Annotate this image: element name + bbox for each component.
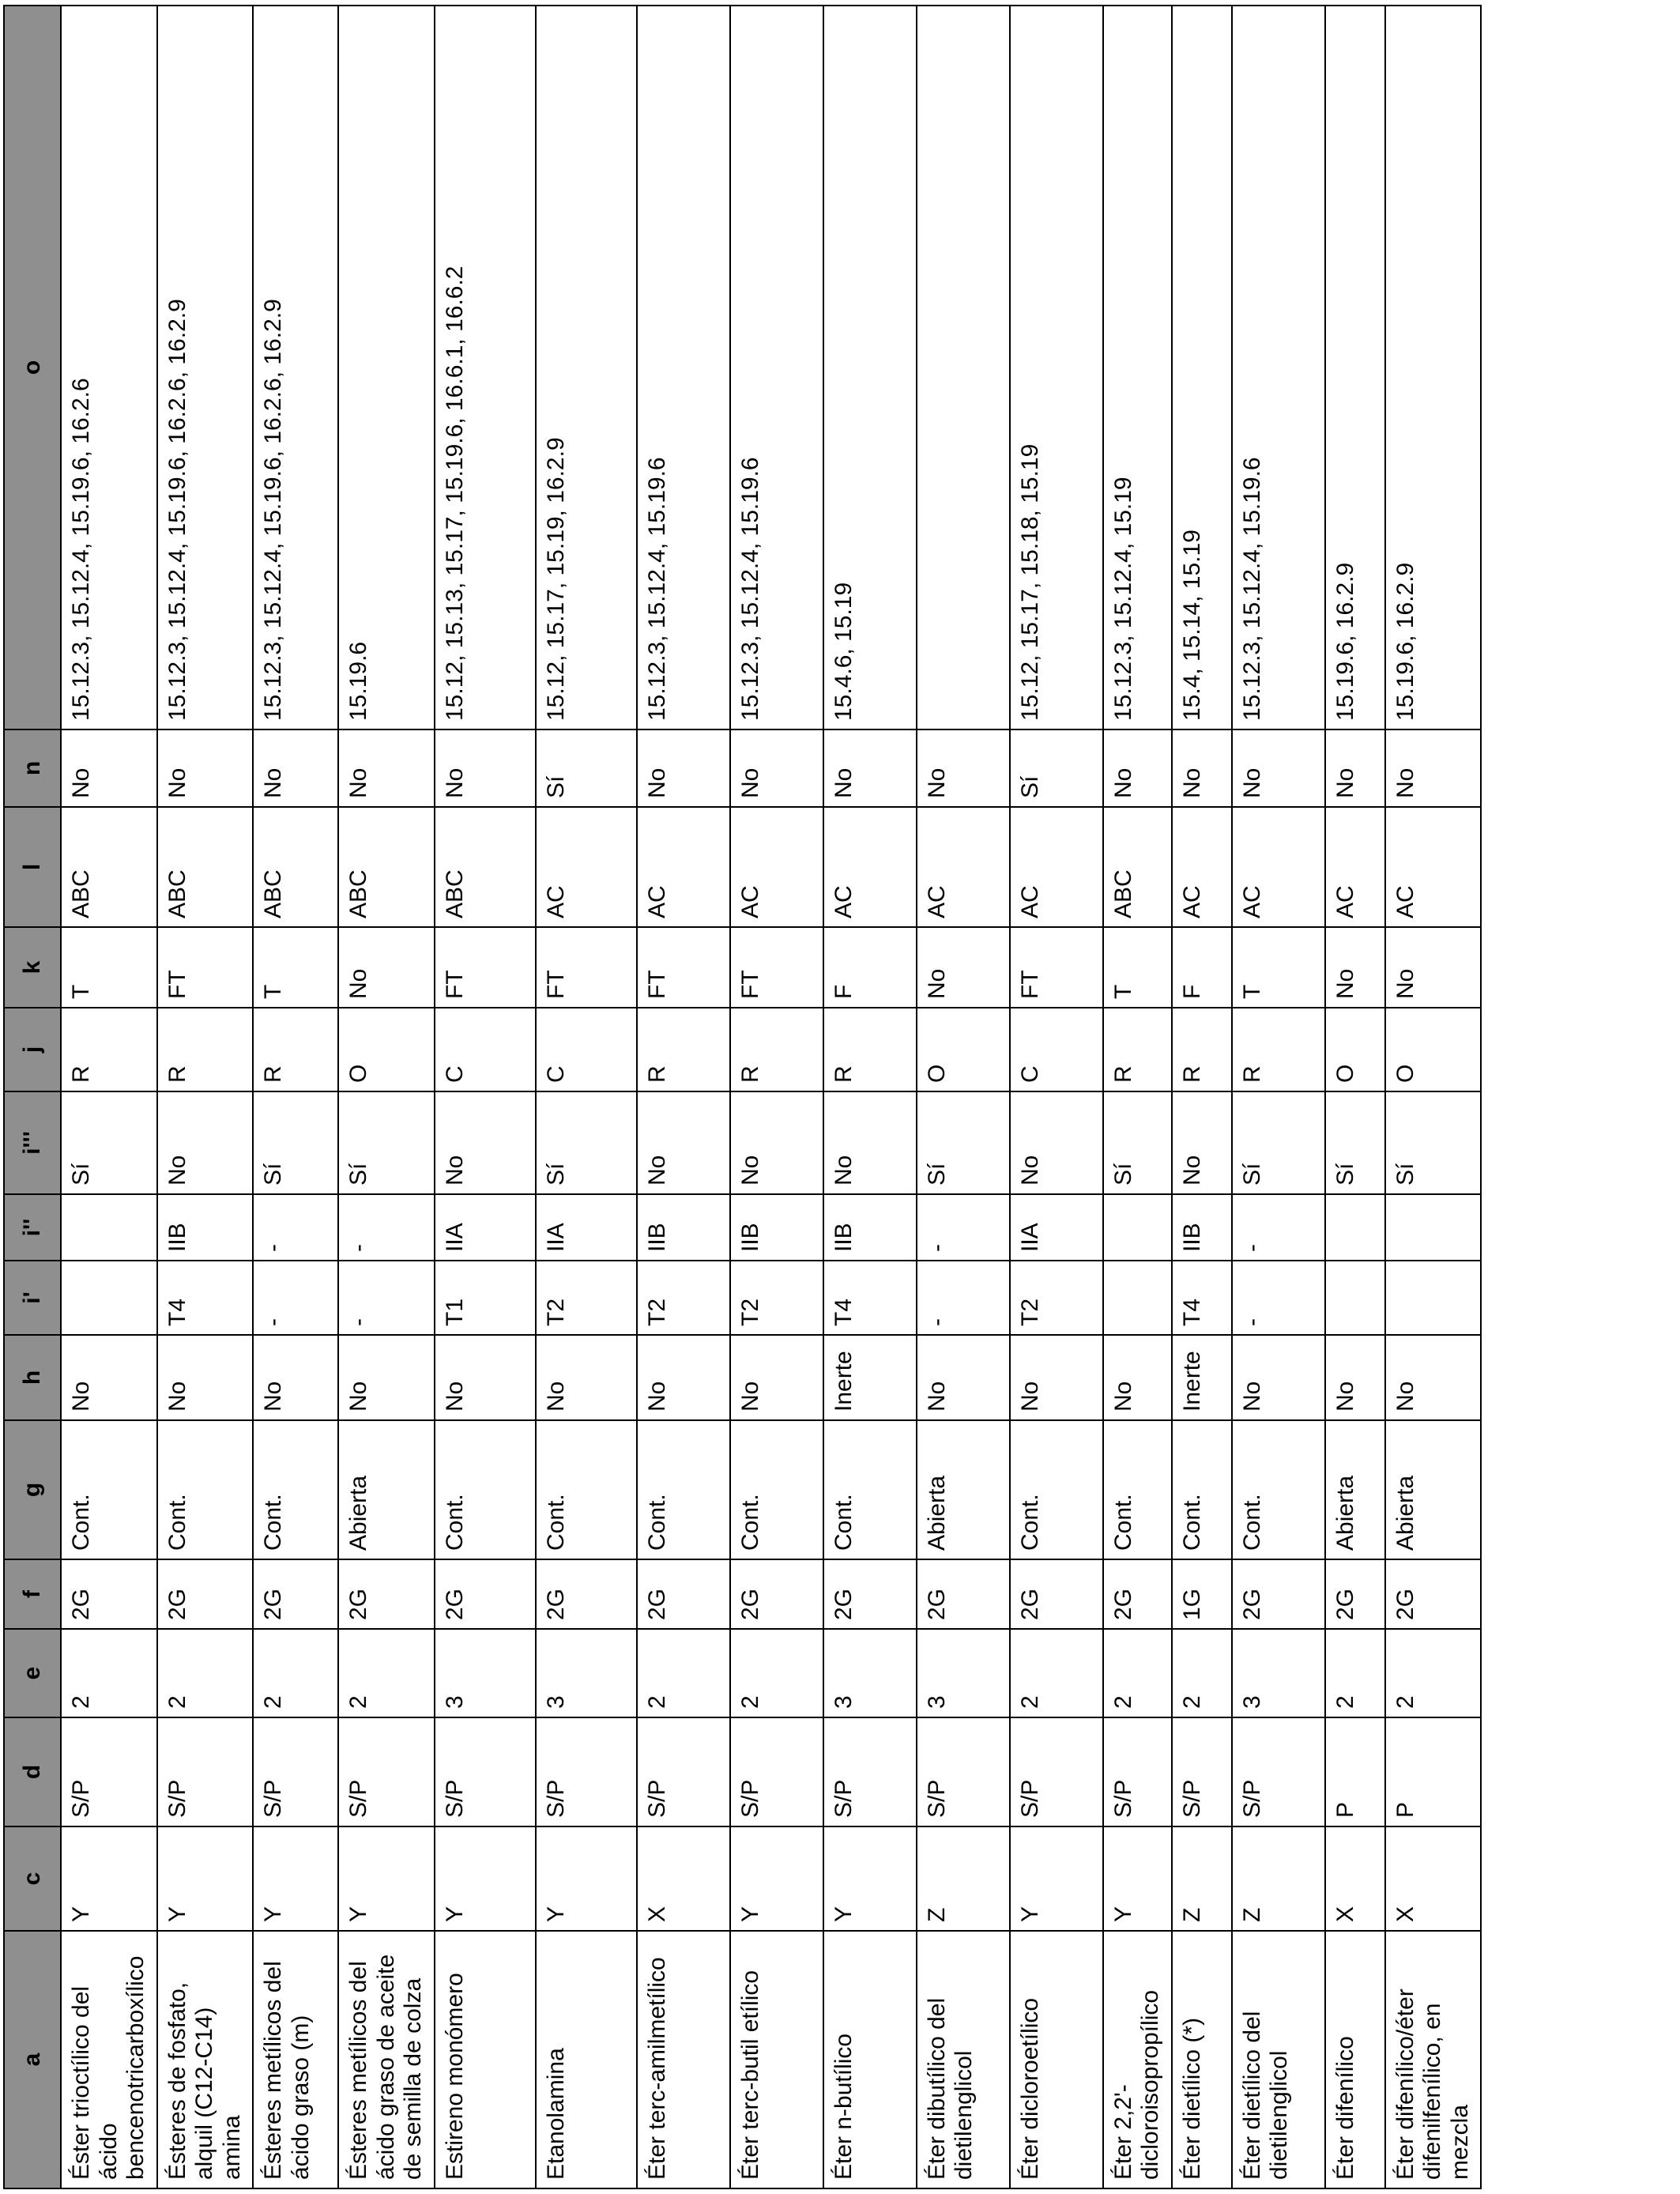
cell-col-i3: No	[1010, 1091, 1103, 1194]
cell-col-j: R	[637, 1008, 730, 1091]
cell-col-i1: T1	[435, 1261, 536, 1335]
cell-col-k: No	[1385, 927, 1482, 1008]
cell-col-h: No	[536, 1335, 637, 1420]
cell-col-g: Cont.	[61, 1420, 157, 1559]
table-row	[1172, 6, 1232, 2188]
cell-col-o: 15.12, 15.17, 15.19, 16.2.9	[536, 6, 637, 729]
cargo-table	[3, 5, 1482, 2189]
table-row	[823, 6, 917, 2188]
cell-col-f: 2G	[823, 1559, 917, 1629]
cell-col-d: S/P	[1010, 1717, 1103, 1826]
cell-col-l: ABC	[338, 807, 435, 927]
cell-col-i1	[61, 1261, 157, 1335]
cell-col-n: Sí	[1010, 729, 1103, 807]
cell-col-c: Y	[253, 1826, 338, 1931]
cell-col-c: Z	[1232, 1826, 1325, 1931]
table-row	[338, 6, 435, 2188]
cell-col-k: FT	[157, 927, 254, 1008]
cell-col-e: 3	[917, 1629, 1010, 1717]
cell-col-a: Ésteres metílicos del ácido graso (m)	[253, 1931, 338, 2188]
cell-col-c: X	[1325, 1826, 1385, 1931]
cell-col-o: 15.12.3, 15.12.4, 15.19.6	[730, 6, 823, 729]
cell-col-g: Abierta	[1385, 1420, 1482, 1559]
cell-col-i3: Sí	[338, 1091, 435, 1194]
cell-col-g: Cont.	[1232, 1420, 1325, 1559]
cell-col-d: S/P	[253, 1717, 338, 1826]
cell-col-i3: Sí	[61, 1091, 157, 1194]
cell-col-h: No	[1325, 1335, 1385, 1420]
cell-col-d: P	[1325, 1717, 1385, 1826]
cell-col-c: Y	[730, 1826, 823, 1931]
cell-col-n: No	[1385, 729, 1482, 807]
cell-col-f: 2G	[435, 1559, 536, 1629]
cell-col-k: F	[1172, 927, 1232, 1008]
cell-col-f: 2G	[1232, 1559, 1325, 1629]
table-row	[435, 6, 536, 2188]
header-f: f	[4, 1559, 61, 1629]
cell-col-f: 2G	[917, 1559, 1010, 1629]
cell-col-c: Y	[61, 1826, 157, 1931]
cell-col-c: Y	[157, 1826, 254, 1931]
cell-col-l: AC	[1010, 807, 1103, 927]
table-row	[917, 6, 1010, 2188]
header-h: h	[4, 1335, 61, 1420]
cell-col-i3: No	[823, 1091, 917, 1194]
cell-col-l: AC	[637, 807, 730, 927]
cell-col-h: No	[338, 1335, 435, 1420]
cell-col-e: 2	[61, 1629, 157, 1717]
cell-col-h: Inerte	[1172, 1335, 1232, 1420]
cell-col-i2: -	[338, 1194, 435, 1261]
cell-col-k: F	[823, 927, 917, 1008]
cell-col-o: 15.12.3, 15.12.4, 15.19.6, 16.2.6	[61, 6, 157, 729]
cell-col-g: Cont.	[1010, 1420, 1103, 1559]
cell-col-a: Éter dibutílico del dietilenglicol	[917, 1931, 1010, 2188]
cell-col-i2	[61, 1194, 157, 1261]
cell-col-j: R	[157, 1008, 254, 1091]
cell-col-j: R	[823, 1008, 917, 1091]
cell-col-d: S/P	[536, 1717, 637, 1826]
cell-col-i2: IIB	[730, 1194, 823, 1261]
cell-col-i2	[1325, 1194, 1385, 1261]
cell-col-j: R	[253, 1008, 338, 1091]
cell-col-l: AC	[1325, 807, 1385, 927]
cell-col-c: Y	[1010, 1826, 1103, 1931]
cell-col-d: S/P	[823, 1717, 917, 1826]
cell-col-c: Y	[823, 1826, 917, 1931]
cell-col-n: No	[1232, 729, 1325, 807]
header-g: g	[4, 1420, 61, 1559]
header-l: l	[4, 807, 61, 927]
cell-col-a: Ésteres metílicos del ácido graso de aceite de semilla de colza	[338, 1931, 435, 2188]
cell-col-o: 15.12.3, 15.12.4, 15.19.6, 16.2.6, 16.2.9	[157, 6, 254, 729]
cell-col-j: R	[1103, 1008, 1172, 1091]
cell-col-i1: T2	[637, 1261, 730, 1335]
table-row	[1385, 6, 1482, 2188]
cell-col-a: Éter dietílico del dietilenglicol	[1232, 1931, 1325, 2188]
cell-col-a: Éter difenílico	[1325, 1931, 1385, 2188]
cell-col-n: No	[823, 729, 917, 807]
cell-col-i2: -	[917, 1194, 1010, 1261]
cell-col-l: AC	[536, 807, 637, 927]
cell-col-n: No	[157, 729, 254, 807]
cell-col-k: No	[1325, 927, 1385, 1008]
cell-col-g: Cont.	[536, 1420, 637, 1559]
cell-col-a: Éter terc-butil etílico	[730, 1931, 823, 2188]
cell-col-l: AC	[1385, 807, 1482, 927]
cell-col-i1: T4	[1172, 1261, 1232, 1335]
cell-col-g: Cont.	[1172, 1420, 1232, 1559]
cell-col-e: 2	[338, 1629, 435, 1717]
cell-col-k: FT	[637, 927, 730, 1008]
cell-col-o: 15.12, 15.17, 15.18, 15.19	[1010, 6, 1103, 729]
cell-col-g: Cont.	[253, 1420, 338, 1559]
table-row	[637, 6, 730, 2188]
cell-col-f: 2G	[1010, 1559, 1103, 1629]
cell-col-i3: Sí	[536, 1091, 637, 1194]
table-body	[61, 6, 1481, 2188]
cell-col-k: T	[61, 927, 157, 1008]
cell-col-i2: IIB	[823, 1194, 917, 1261]
cell-col-i1	[1103, 1261, 1172, 1335]
cell-col-h: No	[917, 1335, 1010, 1420]
cell-col-g: Cont.	[730, 1420, 823, 1559]
cell-col-f: 2G	[536, 1559, 637, 1629]
header-k: k	[4, 927, 61, 1008]
cell-col-h: No	[637, 1335, 730, 1420]
table-row	[253, 6, 338, 2188]
cell-col-i2: IIA	[536, 1194, 637, 1261]
cell-col-j: C	[1010, 1008, 1103, 1091]
cell-col-d: S/P	[637, 1717, 730, 1826]
table-row	[1010, 6, 1103, 2188]
cell-col-j: O	[338, 1008, 435, 1091]
cell-col-o: 15.12.3, 15.12.4, 15.19.6	[637, 6, 730, 729]
cell-col-e: 2	[637, 1629, 730, 1717]
cell-col-h: No	[435, 1335, 536, 1420]
cell-col-c: X	[637, 1826, 730, 1931]
cell-col-o: 15.12.3, 15.12.4, 15.19	[1103, 6, 1172, 729]
cell-col-a: Éster trioctílico del ácido bencenotricarboxílico	[61, 1931, 157, 2188]
cell-col-e: 3	[536, 1629, 637, 1717]
cell-col-f: 2G	[157, 1559, 254, 1629]
header-d: d	[4, 1717, 61, 1826]
cell-col-n: No	[435, 729, 536, 807]
cell-col-j: C	[536, 1008, 637, 1091]
cell-col-c: X	[1385, 1826, 1482, 1931]
cell-col-e: 2	[1172, 1629, 1232, 1717]
cell-col-e: 2	[1385, 1629, 1482, 1717]
table-row	[1103, 6, 1172, 2188]
cell-col-o: 15.19.6	[338, 6, 435, 729]
cell-col-j: O	[1325, 1008, 1385, 1091]
cell-col-i3: Sí	[253, 1091, 338, 1194]
cell-col-e: 2	[1010, 1629, 1103, 1717]
cell-col-i3: No	[435, 1091, 536, 1194]
cell-col-o: 15.4, 15.14, 15.19	[1172, 6, 1232, 729]
table-row	[1325, 6, 1385, 2188]
cell-col-o: 15.12, 15.13, 15.17, 15.19.6, 16.6.1, 16.6.2	[435, 6, 536, 729]
table-row	[157, 6, 254, 2188]
cell-col-a: Ésteres de fosfato, alquil (C12-C14) amina	[157, 1931, 254, 2188]
cell-col-j: O	[917, 1008, 1010, 1091]
cell-col-c: Y	[536, 1826, 637, 1931]
cell-col-i1	[1325, 1261, 1385, 1335]
cell-col-i1: -	[1232, 1261, 1325, 1335]
cell-col-i3: Sí	[1385, 1091, 1482, 1194]
cell-col-c: Y	[435, 1826, 536, 1931]
cell-col-c: Z	[917, 1826, 1010, 1931]
cell-col-e: 2	[253, 1629, 338, 1717]
cell-col-f: 2G	[1385, 1559, 1482, 1629]
cell-col-g: Abierta	[338, 1420, 435, 1559]
cell-col-i2: -	[1232, 1194, 1325, 1261]
cell-col-f: 2G	[1103, 1559, 1172, 1629]
cell-col-f: 2G	[338, 1559, 435, 1629]
header-i3: i'''	[4, 1091, 61, 1194]
cell-col-d: S/P	[917, 1717, 1010, 1826]
cell-col-l: ABC	[157, 807, 254, 927]
cell-col-f: 2G	[637, 1559, 730, 1629]
cell-col-g: Cont.	[157, 1420, 254, 1559]
cell-col-a: Éter n-butílico	[823, 1931, 917, 2188]
cell-col-i3: No	[730, 1091, 823, 1194]
cell-col-l: ABC	[253, 807, 338, 927]
cell-col-g: Abierta	[917, 1420, 1010, 1559]
cell-col-i1: -	[338, 1261, 435, 1335]
cell-col-o: 15.4.6, 15.19	[823, 6, 917, 729]
cell-col-i3: No	[157, 1091, 254, 1194]
cell-col-l: ABC	[435, 807, 536, 927]
cell-col-e: 2	[730, 1629, 823, 1717]
cell-col-h: No	[1232, 1335, 1325, 1420]
cell-col-k: No	[338, 927, 435, 1008]
cell-col-d: S/P	[1172, 1717, 1232, 1826]
cell-col-n: No	[61, 729, 157, 807]
cell-col-l: AC	[823, 807, 917, 927]
cell-col-d: S/P	[1103, 1717, 1172, 1826]
cell-col-i3: Sí	[1103, 1091, 1172, 1194]
cell-col-j: R	[1172, 1008, 1232, 1091]
cell-col-i1: T2	[536, 1261, 637, 1335]
cell-col-g: Cont.	[823, 1420, 917, 1559]
cell-col-d: S/P	[338, 1717, 435, 1826]
cell-col-e: 3	[823, 1629, 917, 1717]
cell-col-i3: No	[1172, 1091, 1232, 1194]
cell-col-n: No	[730, 729, 823, 807]
cell-col-g: Cont.	[435, 1420, 536, 1559]
cell-col-d: S/P	[1232, 1717, 1325, 1826]
cell-col-l: AC	[917, 807, 1010, 927]
table-row	[730, 6, 823, 2188]
cell-col-n: No	[917, 729, 1010, 807]
cell-col-i2: IIA	[435, 1194, 536, 1261]
cell-col-i2	[1103, 1194, 1172, 1261]
cell-col-i3: Sí	[1232, 1091, 1325, 1194]
cell-col-a: Etanolamina	[536, 1931, 637, 2188]
cell-col-k: T	[1103, 927, 1172, 1008]
cell-col-j: C	[435, 1008, 536, 1091]
cell-col-a: Éter difenílico/éter difenilfenílico, en mezcla	[1385, 1931, 1482, 2188]
cell-col-i1: -	[917, 1261, 1010, 1335]
cell-col-i1: T4	[157, 1261, 254, 1335]
cell-col-d: S/P	[61, 1717, 157, 1826]
cell-col-h: No	[1385, 1335, 1482, 1420]
cell-col-i1: T4	[823, 1261, 917, 1335]
cell-col-n: No	[338, 729, 435, 807]
cell-col-l: AC	[1232, 807, 1325, 927]
cell-col-f: 2G	[253, 1559, 338, 1629]
cell-col-l: ABC	[61, 807, 157, 927]
cell-col-l: AC	[730, 807, 823, 927]
cell-col-f: 2G	[730, 1559, 823, 1629]
cell-col-i2: -	[253, 1194, 338, 1261]
cell-col-d: P	[1385, 1717, 1482, 1826]
cell-col-j: R	[61, 1008, 157, 1091]
cell-col-k: T	[1232, 927, 1325, 1008]
cell-col-o: 15.12.3, 15.12.4, 15.19.6, 16.2.6, 16.2.9	[253, 6, 338, 729]
cell-col-g: Abierta	[1325, 1420, 1385, 1559]
cell-col-g: Cont.	[637, 1420, 730, 1559]
cell-col-a: Éter dicloroetílico	[1010, 1931, 1103, 2188]
cell-col-e: 2	[1325, 1629, 1385, 1717]
cell-col-f: 1G	[1172, 1559, 1232, 1629]
cell-col-l: AC	[1172, 807, 1232, 927]
cell-col-a: Estireno monómero	[435, 1931, 536, 2188]
cell-col-i1: T2	[730, 1261, 823, 1335]
cell-col-d: S/P	[730, 1717, 823, 1826]
cell-col-f: 2G	[61, 1559, 157, 1629]
cell-col-h: No	[61, 1335, 157, 1420]
cell-col-c: Z	[1172, 1826, 1232, 1931]
cell-col-a: Éter terc-amilmetílico	[637, 1931, 730, 2188]
cell-col-j: R	[730, 1008, 823, 1091]
cell-col-k: FT	[1010, 927, 1103, 1008]
header-n: n	[4, 729, 61, 807]
cell-col-i2: IIA	[1010, 1194, 1103, 1261]
cell-col-i3: No	[637, 1091, 730, 1194]
cell-col-n: No	[637, 729, 730, 807]
cell-col-j: O	[1385, 1008, 1482, 1091]
cell-col-h: No	[1103, 1335, 1172, 1420]
cell-col-k: FT	[730, 927, 823, 1008]
cell-col-l: ABC	[1103, 807, 1172, 927]
cell-col-c: Y	[338, 1826, 435, 1931]
cell-col-i1	[1385, 1261, 1482, 1335]
cell-col-k: FT	[536, 927, 637, 1008]
cell-col-g: Cont.	[1103, 1420, 1172, 1559]
cell-col-o: 15.19.6, 16.2.9	[1385, 6, 1482, 729]
header-j: j	[4, 1008, 61, 1091]
header-e: e	[4, 1629, 61, 1717]
cell-col-n: No	[1172, 729, 1232, 807]
header-a: a	[4, 1931, 61, 2188]
cell-col-i2	[1385, 1194, 1482, 1261]
header-row	[4, 6, 61, 2188]
cell-col-i2: IIB	[637, 1194, 730, 1261]
table-row	[536, 6, 637, 2188]
cell-col-a: Éter 2,2'-dicloroisopropílico	[1103, 1931, 1172, 2188]
cell-col-i2: IIB	[157, 1194, 254, 1261]
cell-col-o: 15.19.6, 16.2.9	[1325, 6, 1385, 729]
cell-col-k: No	[917, 927, 1010, 1008]
cell-col-i2: IIB	[1172, 1194, 1232, 1261]
cell-col-e: 3	[1232, 1629, 1325, 1717]
cell-col-h: No	[157, 1335, 254, 1420]
header-i2: i''	[4, 1194, 61, 1261]
cell-col-i3: Sí	[917, 1091, 1010, 1194]
cell-col-o: 15.12.3, 15.12.4, 15.19.6	[1232, 6, 1325, 729]
cell-col-h: No	[730, 1335, 823, 1420]
cell-col-h: Inerte	[823, 1335, 917, 1420]
cell-col-e: 2	[157, 1629, 254, 1717]
cell-col-f: 2G	[1325, 1559, 1385, 1629]
header-c: c	[4, 1826, 61, 1931]
cell-col-n: No	[253, 729, 338, 807]
cell-col-e: 2	[1103, 1629, 1172, 1717]
cell-col-d: S/P	[157, 1717, 254, 1826]
cell-col-h: No	[1010, 1335, 1103, 1420]
cell-col-a: Éter dietílico (*)	[1172, 1931, 1232, 2188]
cell-col-n: No	[1103, 729, 1172, 807]
cell-col-i1: T2	[1010, 1261, 1103, 1335]
header-i1: i'	[4, 1261, 61, 1335]
cell-col-i3: Sí	[1325, 1091, 1385, 1194]
header-o: o	[4, 6, 61, 729]
cell-col-j: R	[1232, 1008, 1325, 1091]
cell-col-d: S/P	[435, 1717, 536, 1826]
table-row	[61, 6, 157, 2188]
cell-col-n: No	[1325, 729, 1385, 807]
cell-col-o	[917, 6, 1010, 729]
cell-col-h: No	[253, 1335, 338, 1420]
cell-col-k: T	[253, 927, 338, 1008]
cell-col-c: Y	[1103, 1826, 1172, 1931]
cell-col-n: Sí	[536, 729, 637, 807]
table-row	[1232, 6, 1325, 2188]
cell-col-e: 3	[435, 1629, 536, 1717]
cell-col-i1: -	[253, 1261, 338, 1335]
cell-col-k: FT	[435, 927, 536, 1008]
